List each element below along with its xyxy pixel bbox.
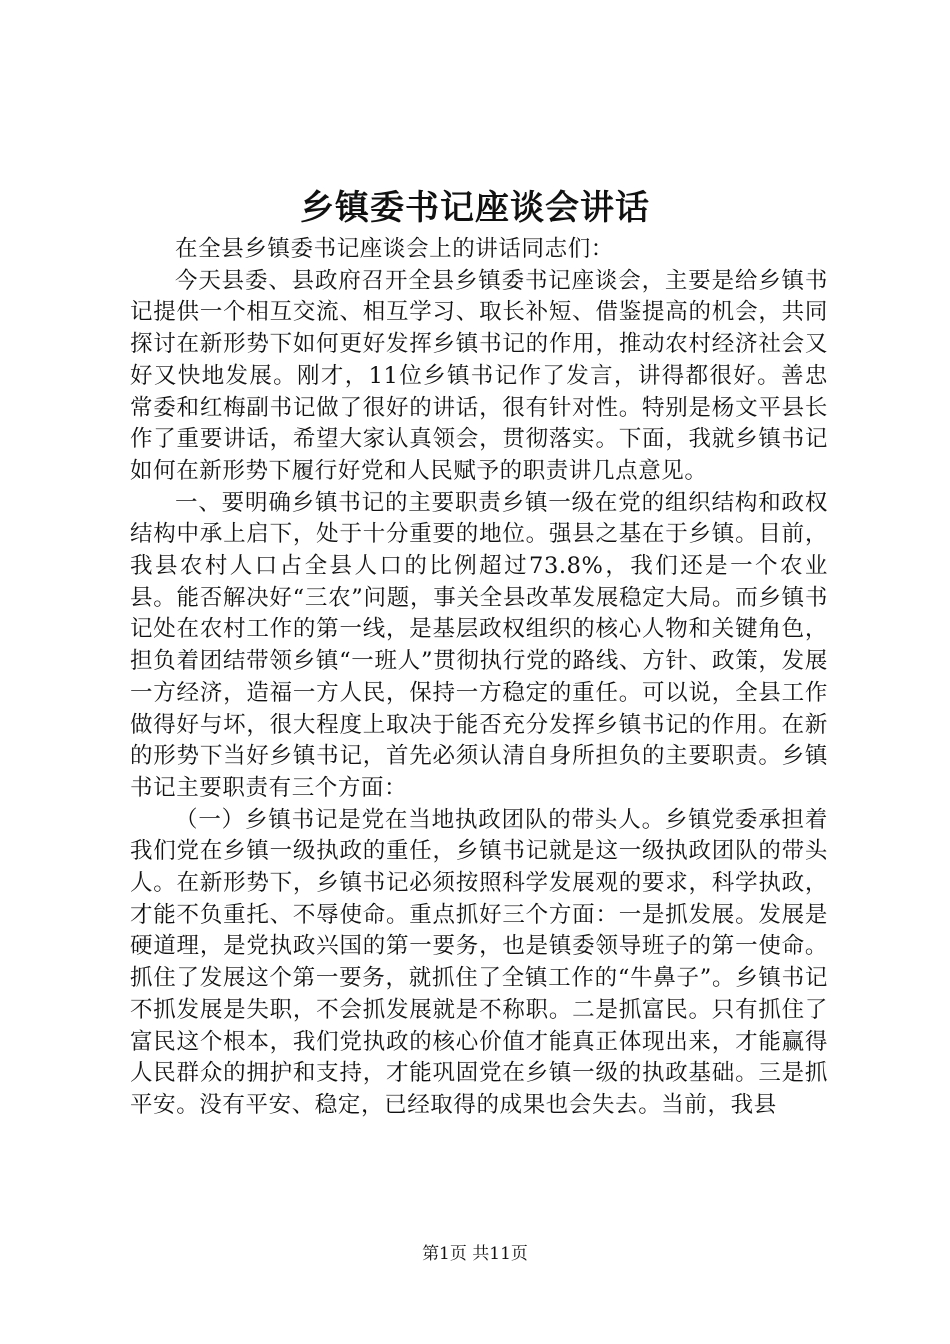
page-number-footer: 第1页 共11页	[422, 1244, 528, 1264]
paragraph-subsection-one: （一）乡镇书记是党在当地执政团队的带头人。乡镇党委承担着我们党在乡镇一级执政的重任，乡镇书记就是这一级执政团队的带头人。在新形势下，乡镇书记必须按照科学发展观的要求，科学执政，才能不负重托、不辱使命。重点抓好三个方面：一是抓发展。发展是硬道理，是党执政兴国的第一要务，也是镇委领导班子的第一使命。抓住了发展这个第一要务，就抓住了全镇工作的“牛鼻子”。乡镇书记不抓发展是失职，不会抓发展就是不称职。二是抓富民。只有抓住了富民这个根本，我们党执政的核心价值才能真正体现出来，才能赢得人民群众的拥护和支持，才能巩固党在乡镇一级的执政基础。三是抓平安。没有平安、稳定，已经取得的成果也会失去。当前，我县	[130, 806, 828, 1118]
document-body	[130, 234, 828, 1122]
document-title: 乡镇委书记座谈会讲话	[300, 188, 650, 228]
paragraph-introduction: 今天县委、县政府召开全县乡镇委书记座谈会，主要是给乡镇书记提供一个相互交流、相互学习、取长补短、借鉴提高的机会，共同探讨在新形势下如何更好发挥乡镇书记的作用，推动农村经济社会又好又快地发展。刚才，11位乡镇书记作了发言，讲得都很好。善忠常委和红梅副书记做了很好的讲话，很有针对性。特别是杨文平县长作了重要讲话，希望大家认真领会，贯彻落实。下面，我就乡镇书记如何在新形势下履行好党和人民赋予的职责讲几点意见。	[130, 267, 828, 484]
paragraph-greeting: 在全县乡镇委书记座谈会上的讲话同志们：	[175, 236, 614, 262]
paragraph-section-one: 一、要明确乡镇书记的主要职责乡镇一级在党的组织结构和政权结构中承上启下，处于十分重要的地位。强县之基在于乡镇。目前，我县农村人口占全县人口的比例超过73.8%，我们还是一个农业县。能否解决好“三农”问题，事关全县改革发展稳定大局。而乡镇书记处在农村工作的第一线，是基层政权组织的核心人物和关键角色，担负着团结带领乡镇“一班人”贯彻执行党的路线、方针、政策，发展一方经济，造福一方人民，保持一方稳定的重任。可以说，全县工作做得好与坏，很大程度上取决于能否充分发挥乡镇书记的作用。在新的形势下当好乡镇书记，首先必须认清自身所担负的主要职责。乡镇书记主要职责有三个方面：	[130, 489, 828, 801]
